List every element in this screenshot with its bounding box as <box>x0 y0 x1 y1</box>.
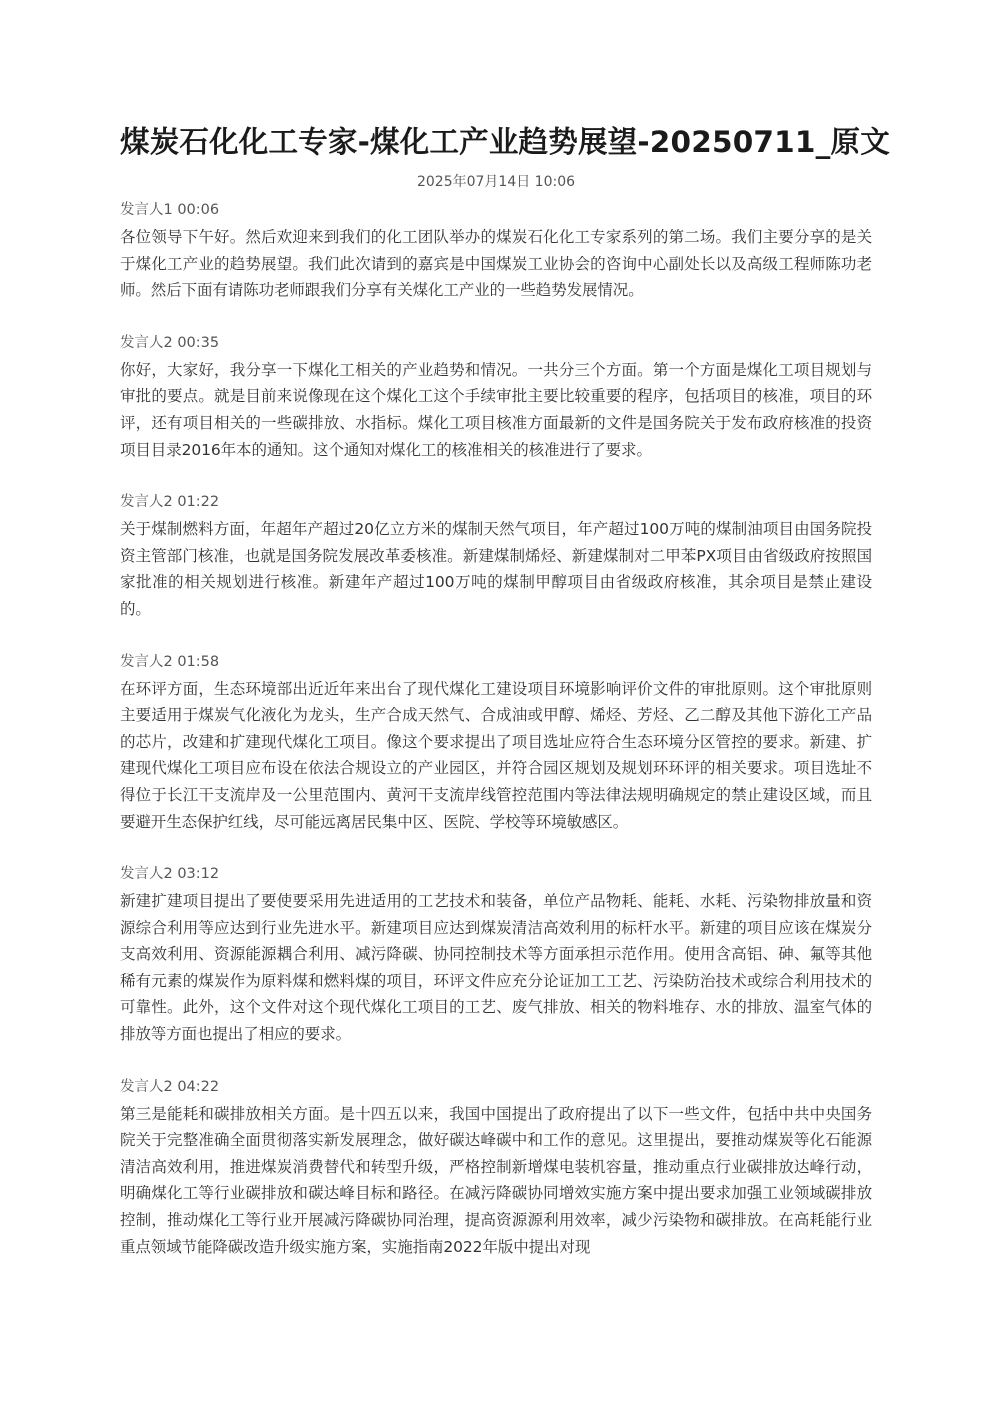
document-datetime: 2025年07月14日 10:06 <box>416 174 576 190</box>
speaker-timestamp: 发言人2 01:58 <box>120 653 220 670</box>
segment-text: 你好，大家好，我分享一下煤化工相关的产业趋势和情况。一共分三个方面。第一个方面是煤化工项目规划与审批的要点。就是目前来说像现在这个煤化工这个手续审批主要比较重要的程序，包括项目的核准，项目的环评，还有项目相关的一些碳排放、水指标。煤化工项目核准方面最新的文件是国务院关于发布政府核准的投资项目目录2016年本的通知。这个通知对煤化工的核准相关的核准进行了要求。 <box>120 360 872 459</box>
document-title: 煤炭石化化工专家-煤化工产业趋势展望-20250711_原文 <box>120 125 890 159</box>
speaker-timestamp: 发言人2 04:22 <box>120 1078 220 1095</box>
segment-text: 各位领导下午好。然后欢迎来到我们的化工团队举办的煤炭石化化工专家系列的第二场。我们主要分享的是关于煤化工产业的趋势展望。我们此次请到的嘉宾是中国煤炭工业协会的咨询中心副处长以及高级工程师陈功老师。然后下面有请陈功老师跟我们分享有关煤化工产业的一些趋势发展情况。 <box>120 228 872 300</box>
speaker-timestamp: 发言人1 00:06 <box>120 202 220 218</box>
segment-text: 新建扩建项目提出了要使要采用先进适用的工艺技术和装备，单位产品物耗、能耗、水耗、污染物排放量和资源综合利用等应达到行业先进水平。新建项目应达到煤炭清洁高效利用的标杆水平。新建的项目应该在煤炭分支高效利用、资源能源耦合利用、减污降碳、协同控制技术等方面承担示范作用。使用含高铝、砷、氟等其他稀有元素的煤炭作为原料煤和燃料煤的项目，环评文件应充分论证加工工艺、污染防治技术或综合利用技术的可靠性。此外，这个文件对这个现代煤化工项目的工艺、废气排放、相关的物料堆存、水的排放、温室气体的排放等方面也提出了相应的要求。 <box>120 892 872 1044</box>
speaker-timestamp: 发言人2 01:22 <box>120 494 220 511</box>
segment-text: 关于煤制燃料方面，年超年产超过20亿立方米的煤制天然气项目，年产超过100万吨的煤制油项目由国务院投资主管部门核准，也就是国务院发展改革委核准。新建煤制烯烃、新建煤制对二甲苯PX项目由省级政府按照国家批准的相关规划进行核准。新建年产超过100万吨的煤制甲醇项目由省级政府核准，其余项目是禁止建设的。 <box>120 520 872 618</box>
segment-text: 第三是能耗和碳排放相关方面。是十四五以来，我国中国提出了政府提出了以下一些文件，包括中共中央国务院关于完整准确全面贯彻落实新发展理念，做好碳达峰碳中和工作的意见。这里提出，要推动煤炭等化石能源清洁高效利用，推进煤炭消费替代和转型升级，严格控制新增煤电装机容量，推动重点行业碳排放达峰行动，明确煤化工等行业碳排放和碳达峰目标和路径。在减污降碳协同增效实施方案中提出要求加强工业领域碳排放控制，推动煤化工等行业开展减污降碳协同治理，提高资源源利用效率，减少污染物和碳排放。在高耗能行业重点领域节能降碳改造升级实施方案，实施指南2022年版中提出对现 <box>120 1104 872 1256</box>
transcript-segment <box>120 489 872 622</box>
transcript-segment <box>120 330 872 463</box>
transcript-segment <box>120 861 872 1048</box>
document-page <box>120 0 890 1260</box>
segment-text: 在环评方面，生态环境部出近近年来出台了现代煤化工建设项目环境影响评价文件的审批原则。这个审批原则主要适用于煤炭气化液化为龙头，生产合成天然气、合成油或甲醇、烯烃、芳烃、乙二醇及其他下游化工产品的芯片，改建和扩建现代煤化工项目。像这个要求提出了项目选址应符合生态环境分区管控的要求。新建、扩建现代煤化工项目应布设在依法合规设立的产业园区，并符合园区规划及规划环环评的相关要求。项目选址不得位于长江干支流岸及一公里范围内、黄河干支流岸线管控范围内等法律法规明确规定的禁止建设区域，而且要避开生态保护红线，尽可能远离居民集中区、医院、学校等环境敏感区。 <box>120 679 872 831</box>
transcript-segment <box>120 1074 872 1261</box>
transcript-segment <box>120 197 872 304</box>
transcript <box>120 197 872 1260</box>
speaker-timestamp: 发言人2 03:12 <box>120 866 220 883</box>
speaker-timestamp: 发言人2 00:35 <box>120 334 220 351</box>
transcript-segment <box>120 649 872 836</box>
